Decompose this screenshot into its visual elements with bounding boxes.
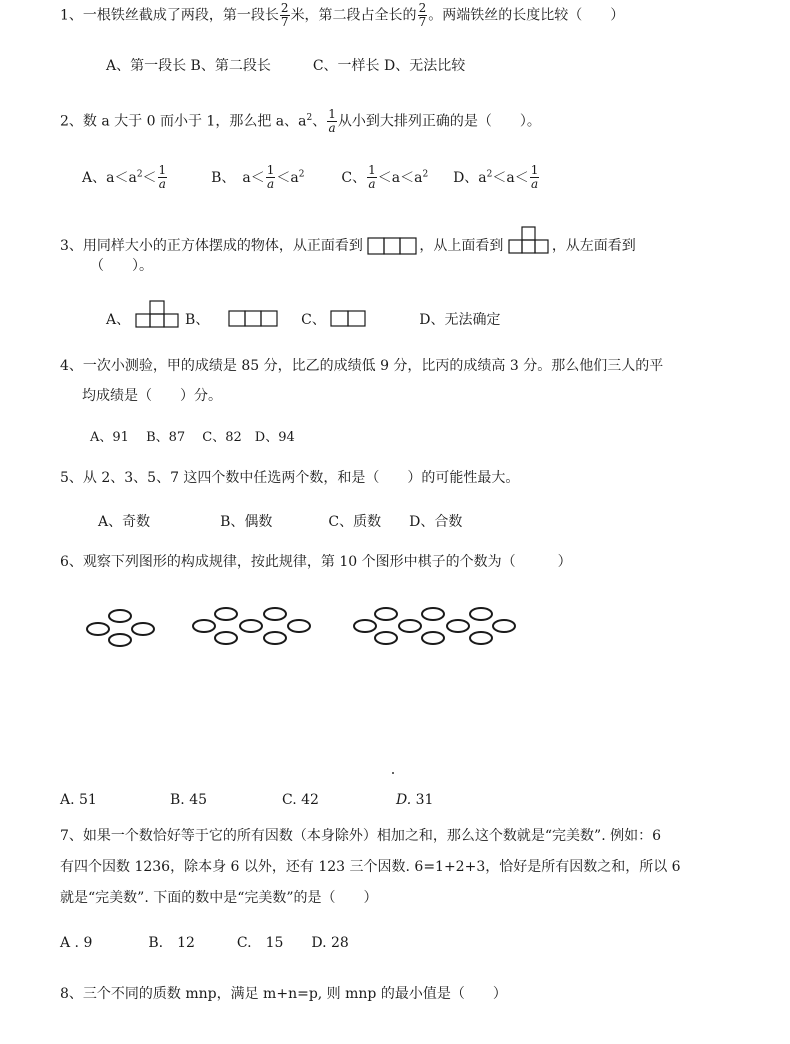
q3-options: A、 B、 C、 D、无法确定: [106, 300, 500, 330]
pattern-figure-3: [354, 608, 515, 644]
fraction-2-7: $\frac{2}{7}$: [280, 1, 289, 29]
fraction-1-over-a: $\frac{1}{a}$: [328, 107, 336, 135]
stray-dot: [392, 772, 394, 774]
q2-options: [82, 164, 540, 191]
q7-options: A . 9 B. 12 C. 15 D. 28: [60, 935, 349, 951]
q4-options: A、91 B、87 C、82 D、94: [90, 430, 295, 445]
q3-answer-blank: （ ）。: [90, 258, 153, 274]
option-c-shape: [330, 310, 368, 328]
q2-option-b: B、 a＜ $\frac{1}{a}$ $<a^2$: [211, 163, 305, 191]
q2-option-d: D、$a^2<a<$ $\frac{1}{a}$: [453, 163, 539, 191]
q7-stem-line2: 有四个因数 1236，除本身 6 以外，还有 123 三个因数. 6=1+2+3，恰好是所有因数之和，所以 6: [60, 859, 681, 875]
front-view-three-squares: [367, 237, 419, 255]
option-a-shape: [135, 300, 181, 330]
fraction-2-7-b: $\frac{2}{7}$: [418, 1, 427, 29]
top-view-squares: [508, 226, 552, 256]
q6-stem: 6、观察下列图形的构成规律，按此规律，第 10 个图形中棋子的个数为（ ）: [60, 554, 572, 570]
q1-options: A、第一段长 B、第二段长 C、一样长 D、无法比较: [106, 58, 466, 74]
chess-pattern-figures: [78, 600, 528, 652]
q2-stem: 2、数 a 大于 0 而小于 1，那么把 a、$a^2$、 $\frac{1}{a}$ 从小到大排列正确的是（ ）。: [60, 107, 541, 135]
q4-stem-line2: 均成绩是（ ）分。: [82, 388, 222, 404]
q5-stem: 5、从 2、3、5、7 这四个数中任选两个数，和是（ ）的可能性最大。: [60, 470, 520, 486]
q4-stem-line1: 4、一次小测验，甲的成绩是 85 分，比乙的成绩低 9 分，比丙的成绩高 3 分。那么他们三人的平: [60, 358, 664, 374]
option-b-shape: [228, 310, 280, 328]
pattern-figure-1: [87, 610, 154, 646]
q3-stem: 3、用同样大小的正方体摆成的物体，从正面看到 ，从上面看到 ，从左面看到: [60, 226, 636, 256]
q2-option-a: A、$a<a^2<$ $\frac{1}{a}$: [82, 163, 167, 191]
q1-stem: 1、一根铁丝截成了两段，第一段长 $\frac{2}{7}$ 米，第二段占全长的 $\frac{2}{7}$ 。两端铁丝的长度比较（ ）: [60, 1, 625, 29]
q7-stem-line3: 就是“完美数”. 下面的数中是“完美数”的是（ ）: [60, 890, 378, 906]
q2-option-c: C、 $\frac{1}{a}$ $<a<a^2$: [341, 163, 429, 191]
q8-stem: 8、三个不同的质数 mnp，满足 m+n=p, 则 mnp 的最小值是（ ）: [60, 986, 507, 1002]
q5-options: A、奇数 B、偶数 C、质数 D、合数: [98, 514, 463, 530]
pattern-figure-2: [193, 608, 310, 644]
q7-stem-line1: 7、如果一个数恰好等于它的所有因数（本身除外）相加之和，那么这个数就是“完美数”. 例如：6: [60, 828, 662, 844]
